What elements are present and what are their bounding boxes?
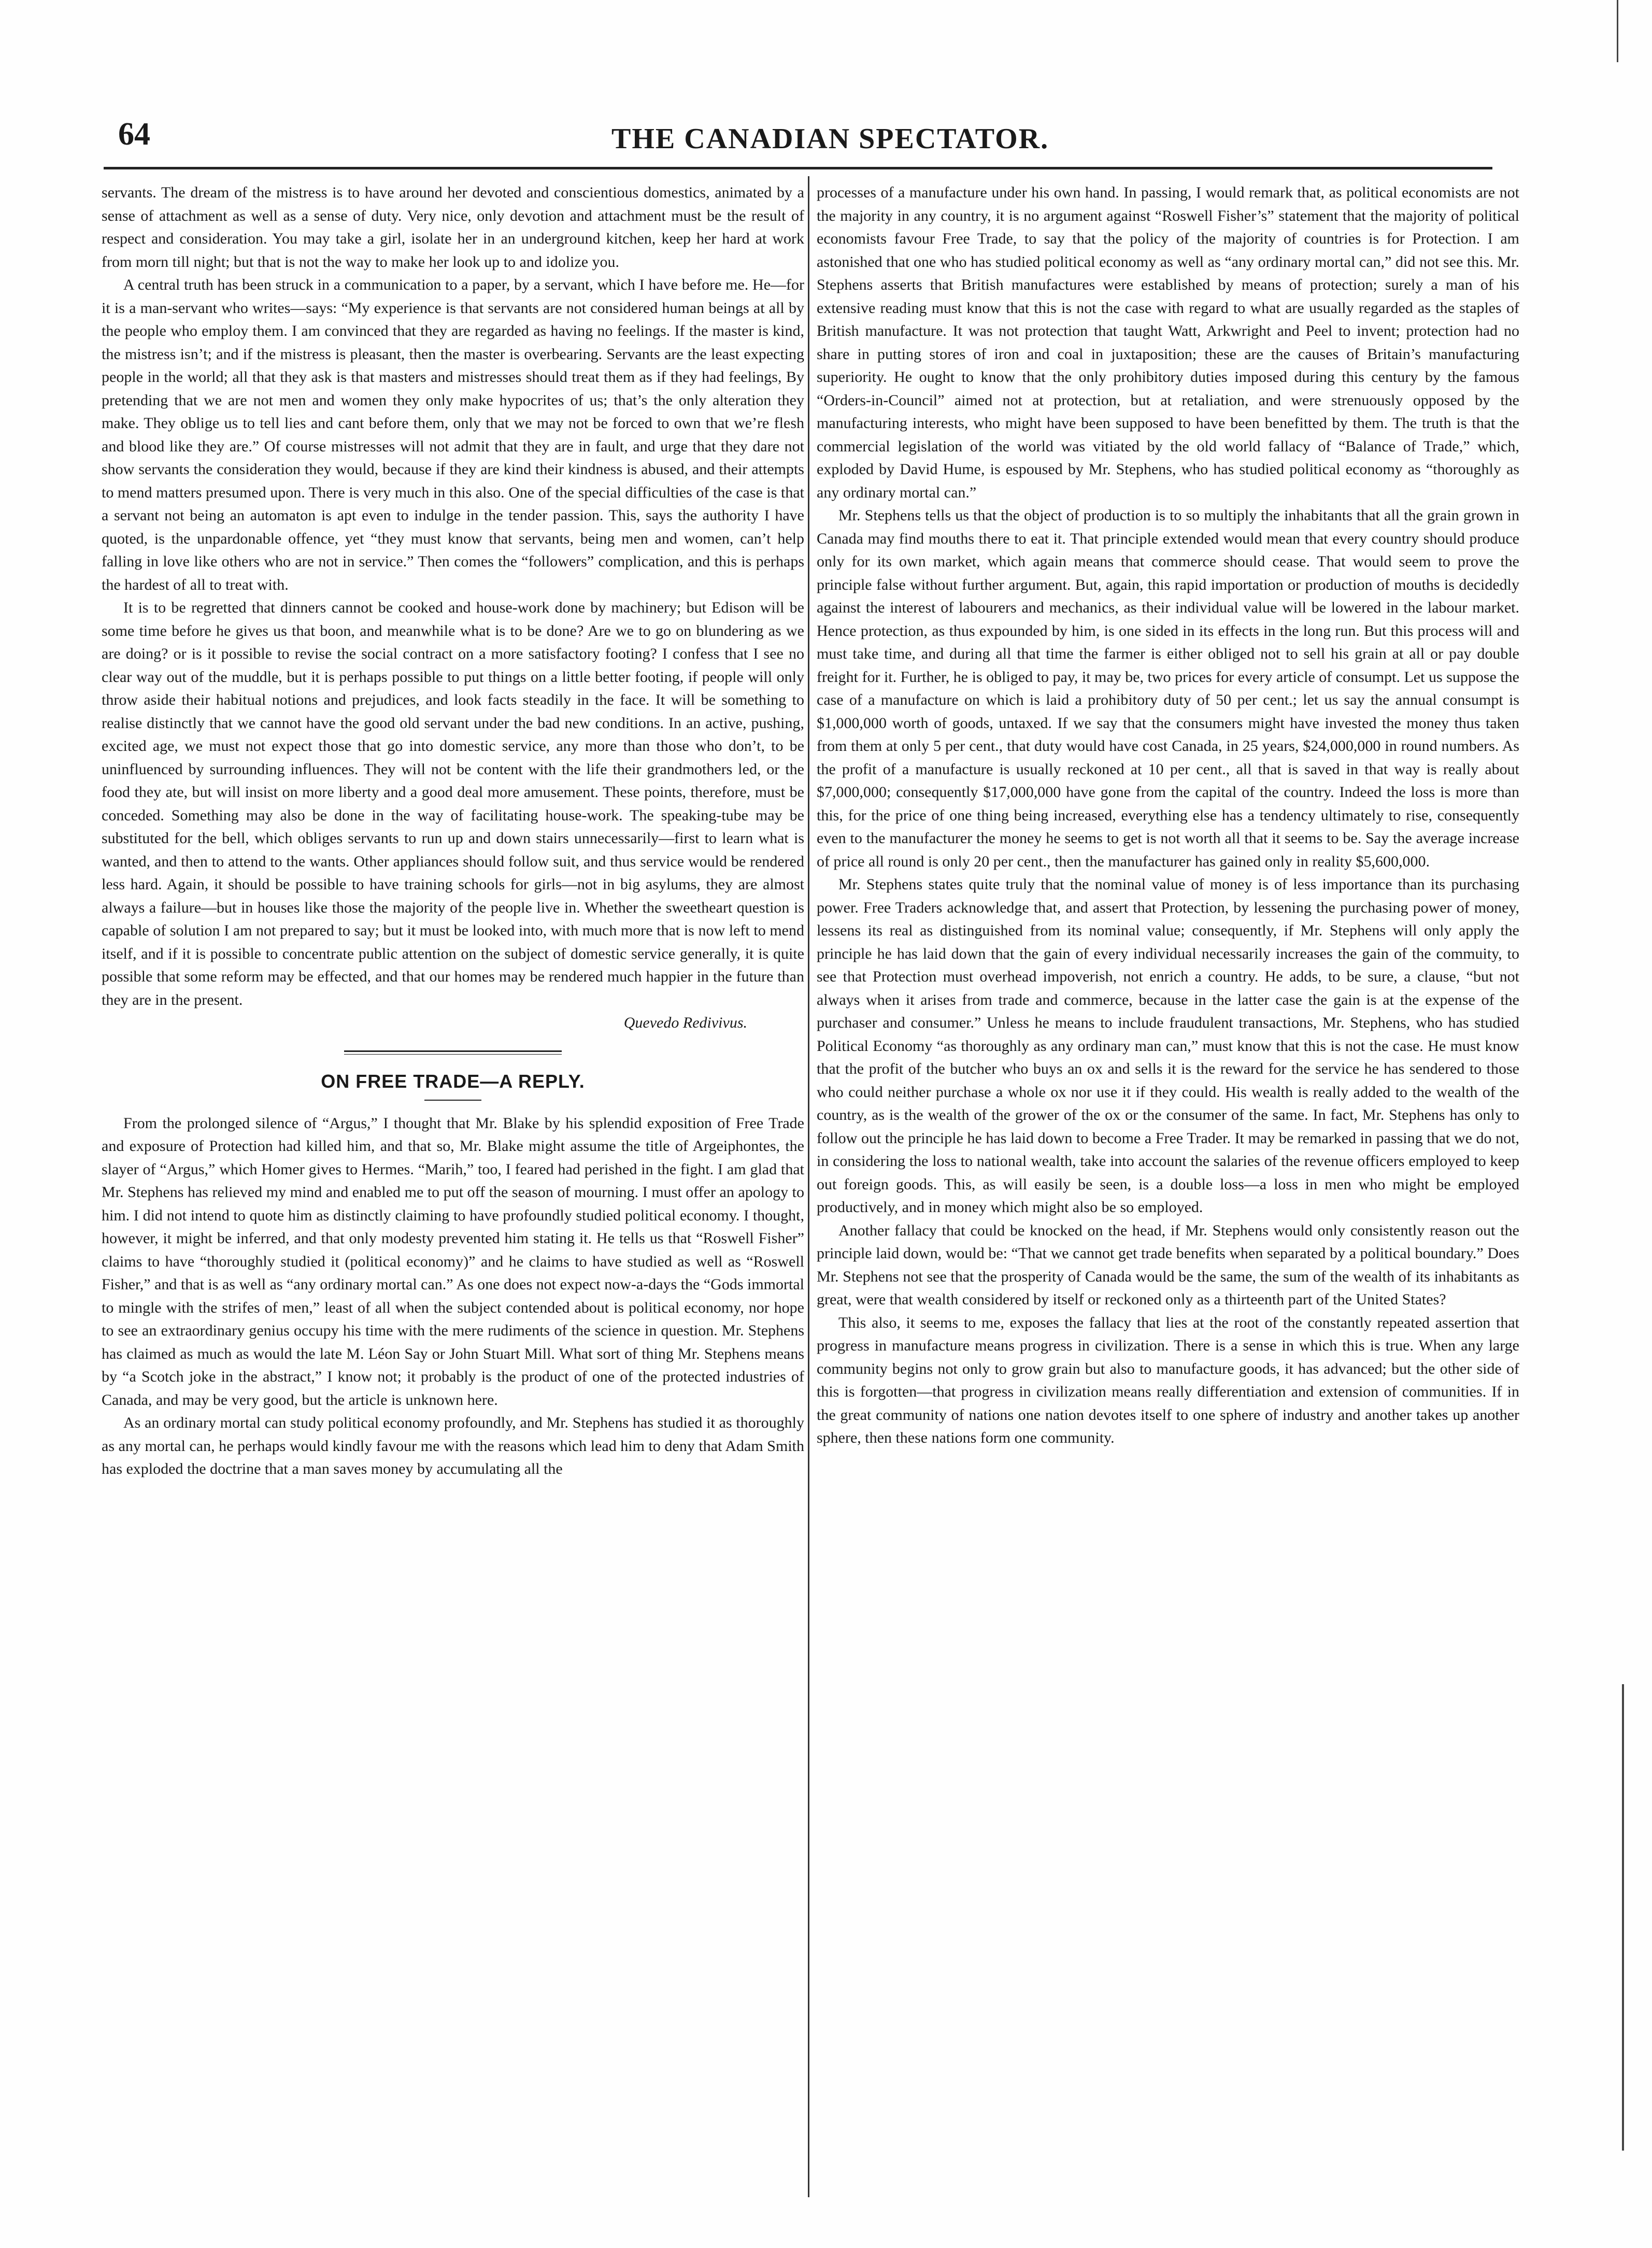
scan-edge-mark-top xyxy=(1617,0,1618,62)
scan-edge-mark-right xyxy=(1622,1684,1624,2151)
column-divider xyxy=(808,176,809,2197)
right-paragraph-1: processes of a manufacture under his own hand. In passing, I would remark that, as political economists are not the majority in any country, it is no argument against “Roswell Fisher’s” statement that the majority of political economists favour Free Trade, to say that the policy of the majority of countries is for Protection. I am astonished that one who has studied political economy as well as “any ordinary mortal can,” did not see this. Mr. Stephens asserts that British manufactures were established by means of protection; surely a man of his extensive reading must know that this is not the case with regard to what are usually regarded as the staples of British manufacture. It was not protection that taught Watt, Arkwright and Peel to invent; protection had no share in putting stores of iron and coal in juxtaposition; these are the causes of Britain’s manufacturing superiority. He ought to know that the only prohibitory duties imposed during this century by the famous “Orders-in-Council” aimed not at protection, but at retaliation, and were strenuously opposed by the manufacturing interests, who might have been supposed to have been benefitted by them. The truth is that the commercial legislation of the world was vitiated by the old world fallacy of “Balance of Trade,” which, exploded by David Hume, is espoused by Mr. Stephens, who has studied political economy as “thoroughly as any ordinary mortal can.” xyxy=(817,184,1519,501)
right-paragraph-3: Mr. Stephens states quite truly that the nominal value of money is of less importance than its purchasing power. Free Traders acknowledge that, and assert that Protection, by lessening the purchasing power of money, lessens its real as distinguished from its nominal value; consequently, if Mr. Stephens will only apply the principle he has laid down that the gain of every individual necessarily increases the gain of the commuity, to see that Protection must overhead impoverish, not enrich a country. He adds, to be sure, a clause, “but not always when it arises from trade and commerce, because in the latter case the gain is at the expense of the purchaser and consumer.” Unless he means to include fraudulent transactions, Mr. Stephens, who has studied Political Economy “as thoroughly as any ordinary man can,” must know that this is not the case. He must know that the profit of the butcher who buys an ox and sells it is the reward for the service he has sendered to those who could neither purchase a whole ox nor use it if they could. His wealth is really added to the wealth of the country, as is the wealth of the grower of the ox or the consumer of the same. In fact, Mr. Stephens has only to follow out the principle he has laid down to become a Free Trader. It may be remarked in passing that we do not, in considering the loss to national wealth, take into account the salaries of the revenue officers employed to keep out foreign goods. This, as will easily be seen, is a double loss—a loss in men who might be employed productively, and in money which might also be so employed. xyxy=(817,876,1519,1216)
section-divider xyxy=(344,1050,562,1055)
left-column xyxy=(102,181,804,2192)
right-paragraph-5: This also, it seems to me, exposes the fallacy that lies at the root of the constantly repeated assertion that progress in manufacture means progress in civilization. There is a sense in which this is true. When any large community begins not only to grow grain but also to manufacture goods, it has advanced; but the other side of this is forgotten—that progress in civilization means really differentiation and extension of communities. If in the great community of nations one nation devotes itself to one sphere of industry and another takes up another sphere, then these nations form one community. xyxy=(817,1314,1519,1446)
article-heading: ON FREE TRADE—A REPLY. xyxy=(321,1070,585,1092)
header-rule xyxy=(104,167,1492,169)
author-signature: Quevedo Redivivus. xyxy=(623,1014,747,1031)
left-paragraph-2: A central truth has been struck in a communication to a paper, by a servant, which I have before me. He—for it is a man-servant who writes—says: “My experience is that servants are not considered human beings at all by the people who employ them. I am convinced that they are regarded as having no feelings. If the master is kind, the mistress isn’t; and if the mistress is pleasant, then the master is overbearing. Servants are the least expecting people in the world; all that they ask is that masters and mistresses should treat them as if they had feelings, By pretending that we are not men and women they only make hypocrites of us; that’s the only alteration they make. They oblige us to tell lies and cant before them, only that we may not be forced to own that we’re flesh and blood like they are.” Of course mistresses will not admit that they are in fault, and urge that they dare not show servants the consideration they would, because if they are kind their kindness is abused, and their attempts to mend matters presumed upon. There is very much in this also. One of the special difficulties of the case is that a servant not being an automaton is apt even to indulge in the tender passion. This, says the authority I have quoted, is the unpardonable offence, yet “they must know that servants, being men and women, can’t help falling in love like others who are not in service.” Then comes the “followers” complication, and this is perhaps the hardest of all to treat with. xyxy=(102,276,804,593)
publication-title: THE CANADIAN SPECTATOR. xyxy=(611,123,1049,155)
right-paragraph-2: Mr. Stephens tells us that the object of production is to so multiply the inhabitants that all the grain grown in Canada may find mouths there to eat it. That principle extended would mean that every country should produce only for its own market, which again means that commerce should cease. That would seem to prove the principle false without further argument. But, again, this rapid importation or production of mouths is decidedly against the interest of labourers and mechanics, as their individual value will be lowered in the labour market. Hence protection, as thus expounded by him, is one sided in its effects in the long run. But this process will and must take time, and during all that time the farmer is either obliged not to sell his grain at all or pay double freight for it. Further, he is obliged to pay, it may be, two prices for every article of consumpt. Let us suppose the case of a manufacture on which is laid a prohibitory duty of 50 per cent.; let us say the annual consumpt is $1,000,000 worth of goods, untaxed. If we say that the consumers might have invested the money thus taken from them at only 5 per cent., that duty would have cost Canada, in 25 years, $24,000,000 in round numbers. As the profit of a manufacture is usually reckoned at 10 per cent., all that is saved in that way is really about $7,000,000; consequently $17,000,000 have gone from the capital of the country. Indeed the loss is more than this, for the price of one thing being increased, everything else has a tendency ultimately to rise, consequently even to the manufacturer the money he seems to get is not worth all that it seems to be. Say the average increase of price all round is only 20 per cent., then the manufacturer has gained only in reality $5,600,000. xyxy=(817,507,1519,870)
right-column xyxy=(817,181,1519,2192)
heading-rule xyxy=(424,1100,481,1101)
left-paragraph-4: From the prolonged silence of “Argus,” I thought that Mr. Blake by his splendid exposition of Free Trade and exposure of Protection had killed him, and that so, Mr. Blake might assume the title of Argeiphontes, the slayer of “Argus,” which Homer gives to Hermes. “Marih,” too, I feared had perished in the fight. I am glad that Mr. Stephens has relieved my mind and enabled me to put off the season of mourning. I must offer an apology to him. I did not intend to quote him as distinctly claiming to have profoundly studied political economy. I thought, however, it might be inferred, and that only modesty prevented him stating it. He tells us that “Roswell Fisher” claims to have “thoroughly studied it (political economy)” and he claims to have studied as well as “Roswell Fisher,” and that is as well as “any ordinary mortal can.” As one does not expect now-a-days the “Gods immortal to mingle with the strifes of men,” least of all when the subject contended about is political economy, nor hope to see an extraordinary genius occupy his time with the mere rudiments of the science in question. Mr. Stephens has claimed as much as would the late M. Léon Say or John Stuart Mill. What sort of thing Mr. Stephens means by “a Scotch joke in the abstract,” I know not; it probably is the product of one of the protected industries of Canada, and may be very good, but the article is unknown here. xyxy=(102,1114,804,1408)
page-number: 64 xyxy=(118,117,150,152)
left-paragraph-3: It is to be regretted that dinners cannot be cooked and house-work done by machinery; but Edison will be some time before he gives us that boon, and meanwhile what is to be done? Are we to go on blundering as we are doing? or is it possible to revise the social contract on a more satisfactory footing? I confess that I see no clear way out of the muddle, but it is perhaps possible to put things on a little better footing, if people will only throw aside their habitual notions and prejudices, and look facts steadily in the face. It will be something to realise distinctly that we cannot have the good old servant under the bad new conditions. In an active, pushing, excited age, we must not expect those that go into domestic service, any more than those who don’t, to be uninfluenced by surrounding influences. They will not be content with the life their grandmothers led, or the food they ate, but will insist on more liberty and a good deal more amusement. These points, therefore, must be conceded. Something may also be done in the way of facilitating house-work. The speaking-tube may be substituted for the bell, which obliges servants to run up and down stairs unnecessarily—first to learn what is wanted, and then to attend to the wants. Other appliances should follow suit, and thus service would be rendered less hard. Again, it should be possible to have training schools for girls—not in big asylums, they are almost always a failure—but in houses like those the majority of the people live in. Whether the sweetheart question is capable of solution I am not prepared to say; but it must be looked into, with much more that is now left to mend itself, and if it is possible to concentrate public attention on the subject of domestic service generally, it is quite possible that some reform may be effected, and that our homes may be rendered much happier in the future than they are in the present. xyxy=(102,599,804,1008)
left-paragraph-5: As an ordinary mortal can study political economy profoundly, and Mr. Stephens has studied it as thoroughly as any mortal can, he perhaps would kindly favour me with the reasons which lead him to deny that Adam Smith has exploded the doctrine that a man saves money by accumulating all the xyxy=(102,1414,804,1478)
left-paragraph-1: servants. The dream of the mistress is to have around her devoted and conscientious domestics, animated by a sense of attachment as well as a sense of duty. Very nice, only devotion and attachment must be the result of respect and consideration. You may take a girl, isolate her in an underground kitchen, keep her hard at work from morn till night; but that is not the way to make her look up to and idolize you. xyxy=(102,184,804,271)
right-paragraph-4: Another fallacy that could be knocked on the head, if Mr. Stephens would only consistently reason out the principle laid down, would be: “That we cannot get trade benefits when separated by a political boundary.” Does Mr. Stephens not see that the prosperity of Canada would be the same, the sum of the wealth of its inhabitants as great, were that wealth considered by itself or reckoned only as a thirteenth part of the United States? xyxy=(817,1221,1519,1308)
